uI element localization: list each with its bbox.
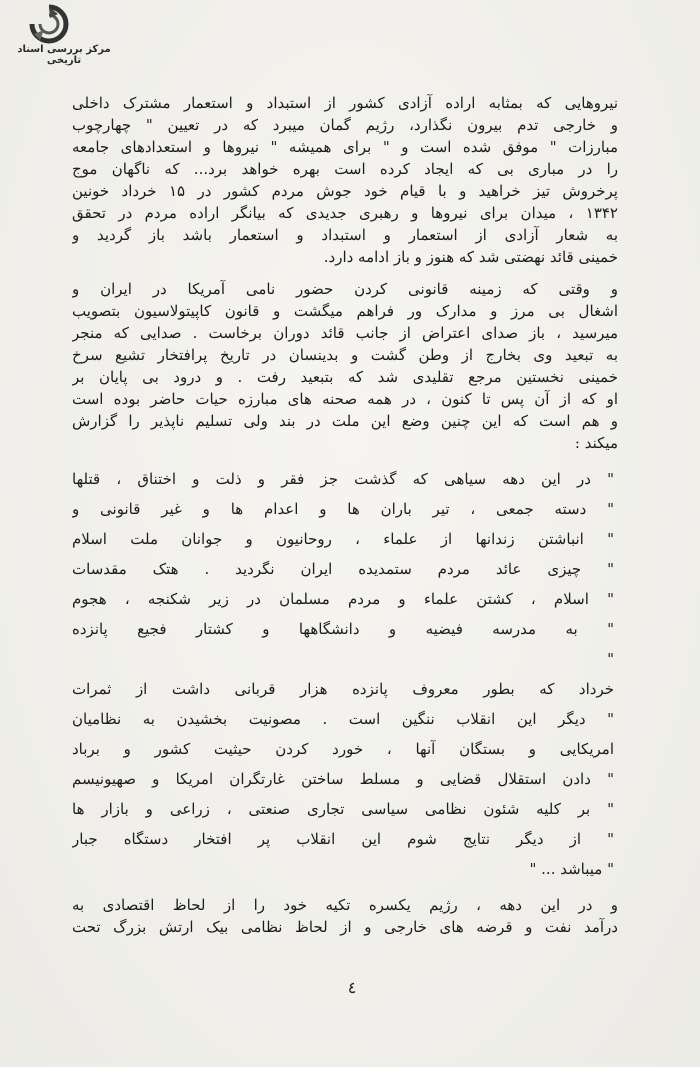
- quote-line: " بر کلیه شئون نظامی سیاسی تجاری صنعتی ، زراعی و بازار ها: [72, 800, 614, 818]
- quote-line: " انباشتن زندانها از علماء ، روحانیون و جوانان ملت اسلام: [72, 530, 614, 548]
- quote-line: " دیگر این انقلاب ننگین است . مصونیت بخشیدن به نظامیان: [72, 710, 614, 728]
- text-line: و خارجی تدم بیرون نگذارد، رژیم گمان میبرد که در تعیین " چهارچوب: [72, 116, 618, 134]
- text-line: نیروهایی که بمثابه اراده آزادی کشور از استبداد و استعمار مشترک داخلی: [72, 94, 618, 112]
- quote-line: " به مدرسه فیضیه و دانشگاهها و کشتار فجیع پانزده: [72, 620, 614, 638]
- quote-line: " میباشد ... ": [529, 860, 614, 878]
- text-line: را در مباری بی که ایجاد کرده است بهره خواهد برد... که ناگهان موج: [72, 160, 618, 178]
- text-line: مبارزات " موفق شده است و " برای همیشه " نیروها و استعدادهای جامعه: [72, 138, 618, 156]
- paragraph-3: [72, 894, 618, 938]
- text-line: درآمد نفت و قرضه های خارجی و از لحاظ نظامی بیک ارتش بزرگ تحت: [72, 918, 618, 936]
- text-line: به شعار آزادی از استعمار و استبداد و استعمار باشد باز گردید و: [72, 226, 618, 244]
- archive-watermark-text: مرکز بررسی اسناد تاریخی: [17, 44, 111, 66]
- text-line: پرخروش تیز خراهید و با قیام خود جوش مردم کشور در ۱۵ خرداد خونین: [72, 182, 618, 200]
- archive-logo-icon: [28, 4, 70, 44]
- text-line: میکند :: [574, 434, 618, 452]
- text-line: و وقتی که زمینه قانونی کردن حضور نامی آمریکا در ایران و: [72, 280, 618, 298]
- block-quote: [72, 464, 614, 884]
- text-line: خمینی قائد نهضتی شد که هنوز و باز ادامه دارد.: [323, 248, 618, 266]
- quote-line: " چیزی عائد مردم ستمدیده ایران نگردید . هتک مقدسات: [72, 560, 614, 578]
- quote-line: " دسته جمعی ، تیر باران ها و اعدام ها و غیر قانونی و: [72, 500, 614, 518]
- text-line: به تبعید وی بخارج از وطن گشت و بدینسان در تاریخ پرافتخار تشیع سرخ: [72, 346, 618, 364]
- text-line: خمینی نخستین مرجع تقلیدی شد که بتبعید رفت . و درود بی پایان بر: [72, 368, 618, 386]
- quote-line: خرداد که بطور معروف پانزده هزار قربانی داشت از ثمرات: [72, 680, 614, 698]
- quote-line: " دادن استقلال قضایی و مسلط ساختن غارتگران امریکا و صهیونیسم: [72, 770, 614, 788]
- text-line: و هم است که این چنین وضع این ملت در بند ولی تسلیم ناپذیر را گزارش: [72, 412, 618, 430]
- quote-line: " در این دهه سیاهی که گذشت جز فقر و ذلت و اختناق ، قتلها: [72, 470, 614, 488]
- text-line: میرسید ، باز صدای اعتراض از جانب قائد دوران برخاست . صدایی که منجر: [72, 324, 618, 342]
- text-line: او که از آن پس تا کنون ، در همه صحنه های مبارزه حیات حاضر بوده است: [72, 390, 618, 408]
- quote-line: " اسلام ، کشتن علماء و مردم مسلمان در زیر شکنجه ، هجوم: [72, 590, 614, 608]
- quote-line: امریکایی و بستگان آنها ، خورد کردن حیثیت کشور و برباد: [72, 740, 614, 758]
- text-line: ۱۳۴۲ ، میدان برای نیروها و رهبری جدیدی که بیانگر اراده مردم در تحقق: [72, 204, 618, 222]
- text-line: اشغال بی مرز و مدارک ور فراهم میگشت و قانون کاپیتولاسیون بتصویب: [72, 302, 618, 320]
- quote-line: ": [607, 650, 614, 668]
- page-number: ٤: [347, 978, 357, 997]
- paragraph-2: [72, 278, 618, 454]
- paragraph-1: [72, 92, 618, 268]
- body-text: [72, 92, 618, 938]
- text-line: و در این دهه ، رژیم یکسره تکیه خود را از لحاظ اقتصادی به: [72, 896, 618, 914]
- quote-line: " از دیگر نتایج شوم این انقلاب پر افتخار دستگاه جبار: [72, 830, 614, 848]
